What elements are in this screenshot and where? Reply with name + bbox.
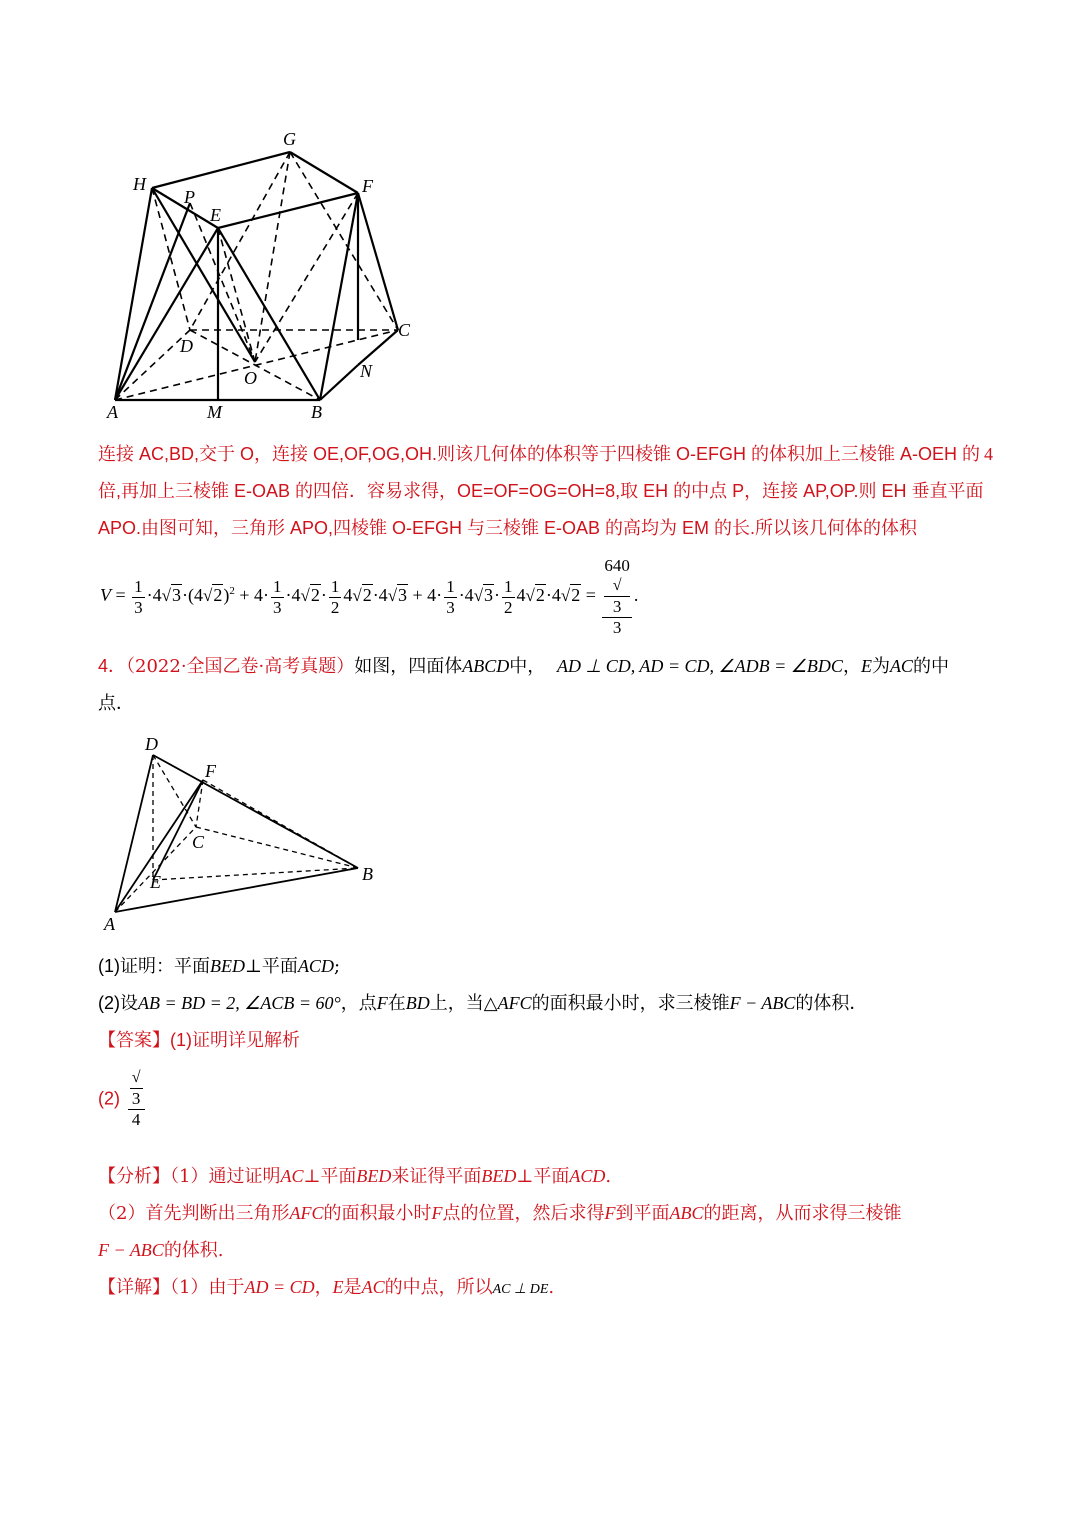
problem-condition: AD ⊥ CD, AD = CD, ∠ADB = ∠BDC bbox=[557, 656, 843, 676]
analysis-p3-b: 的体积. bbox=[163, 1240, 224, 1261]
problem-stem-c: ， bbox=[842, 656, 861, 677]
analysis-p2-c: 点的位置，然后求得 bbox=[442, 1203, 605, 1224]
analysis-tag: 【分析】 bbox=[98, 1166, 170, 1187]
detail-b: ， bbox=[314, 1277, 333, 1298]
analysis-line-1: 【分析】（1）通过证明AC⊥平面BED来证得平面BED⊥平面ACD. bbox=[98, 1166, 612, 1187]
label-O: O bbox=[244, 368, 257, 388]
analysis-p2-e: 的距离，从而求得三棱锥 bbox=[703, 1203, 902, 1224]
solution-line-1-text: 连接 AC,BD,交于 O，连接 OE,OF,OG,OH.则该几何体的体积等于四棱锥 O-EFGH 的体积加上三棱锥 A-OEH 的 bbox=[98, 444, 981, 464]
analysis-p1-a: （1）通过证明 bbox=[170, 1166, 281, 1187]
problem-4-line-2: 点． bbox=[98, 693, 134, 714]
question-1: (1)证明：平面BED⊥平面ACD; bbox=[98, 956, 341, 977]
answer-tag: 【答案】 bbox=[98, 1030, 170, 1051]
analysis-p1-d: ⊥平面 bbox=[516, 1166, 570, 1187]
analysis-p2-b: 的面积最小时 bbox=[323, 1203, 432, 1224]
volume-formula: V = $\frac{1}{3}$ $\cdot 4√3\cdot(4√2)^2 + 4\cdot$ $\frac{1}{3}$ ·4√2· $\frac{1}{2}$ 4√2·4√3 + 4· $\frac{1}{3}$ ·4√3· $\frac{1}{2}$ 4√2·4√2 = 640 √ 3 3 . bbox=[100, 556, 639, 637]
label-C: C bbox=[398, 320, 411, 340]
label-E2: E bbox=[150, 872, 161, 892]
detail-a: （1）由于 bbox=[170, 1277, 245, 1298]
analysis-line-2: （2）首先判断出三角形AFC的面积最小时F点的位置，然后求得F到平面ABC的距离，从而求得三棱锥 bbox=[98, 1203, 902, 1224]
analysis-line-3: F − ABC的体积. bbox=[98, 1240, 224, 1261]
problem-4-line-1: 4．（2022·全国乙卷·高考真题）如图，四面体ABCD中， AD ⊥ CD, AD = CD, ∠ADB = ∠BDC，E为AC的中 bbox=[98, 656, 949, 677]
figure-polyhedron bbox=[100, 125, 430, 425]
problem-stem-d: 为 bbox=[871, 656, 890, 677]
label-D: D bbox=[180, 336, 193, 356]
q2-text-a: 设 bbox=[120, 993, 138, 1014]
q2-text-f: 的体积． bbox=[795, 993, 868, 1014]
label-P: P bbox=[184, 187, 195, 207]
q2-text-d: 上，当 bbox=[429, 993, 484, 1014]
label-D2: D bbox=[145, 734, 158, 754]
q2-condition: AB = BD = 2, ∠ACB = 60° bbox=[138, 993, 341, 1013]
detail-c: 是 bbox=[343, 1277, 362, 1298]
label-B: B bbox=[311, 402, 322, 422]
label-C2: C bbox=[192, 832, 205, 852]
answer-line-2 bbox=[98, 1068, 147, 1130]
label-E: E bbox=[210, 205, 221, 225]
label-N: N bbox=[360, 361, 373, 381]
label-H: H bbox=[133, 174, 146, 194]
question-2: (2)设AB = BD = 2, ∠ACB = 60°，点F在BD上，当△AFC的面积最小时，求三棱锥F − ABC的体积． bbox=[98, 993, 868, 1014]
problem-source: ．（2022·全国乙卷·高考真题） bbox=[108, 656, 355, 677]
q1-mid: ⊥平面 bbox=[245, 956, 298, 977]
q2-prefix: (2) bbox=[98, 993, 120, 1013]
solution-line-3: APO.由图可知，三角形 APO,四棱锥 O-EFGH 与三棱锥 E-OAB 的高均为 EM 的长.所以该几何体的体积 bbox=[98, 518, 918, 538]
label-F: F bbox=[362, 176, 373, 196]
analysis-p1-b: ⊥平面 bbox=[303, 1166, 357, 1187]
solution-line-1 bbox=[98, 436, 993, 473]
detail-line-1: 【详解】（1）由于AD = CD，E是AC的中点，所以AC ⊥ DE. bbox=[98, 1277, 555, 1298]
q2-text-c: 在 bbox=[387, 993, 406, 1014]
label-A2: A bbox=[104, 914, 115, 934]
label-A: A bbox=[107, 402, 118, 422]
label-M: M bbox=[207, 402, 222, 422]
label-B2: B bbox=[362, 864, 373, 884]
answer-part-1: (1)证明详见解析 bbox=[170, 1030, 300, 1050]
q2-text-e: 的面积最小时，求三棱锥 bbox=[531, 993, 730, 1014]
solution-line-2: 倍,再加上三棱锥 E-OAB 的四倍．容易求得，OE=OF=OG=OH=8,取 EH 的中点 P，连接 AP,OP.则 EH 垂直平面 bbox=[98, 481, 984, 501]
detail-tag: 【详解】 bbox=[98, 1277, 170, 1298]
analysis-p2-d: 到平面 bbox=[615, 1203, 670, 1224]
q2-text-b: ，点 bbox=[340, 993, 377, 1014]
q1-text: 证明：平面 bbox=[120, 956, 210, 977]
q1-prefix: (1) bbox=[98, 956, 120, 976]
problem-stem: 如图，四面体 bbox=[354, 656, 463, 677]
analysis-p2-a: （2）首先判断出三角形 bbox=[98, 1203, 290, 1224]
answer-line-1 bbox=[98, 1022, 300, 1059]
answer-part-2-prefix: (2) bbox=[98, 1088, 120, 1109]
problem-stem-b: 中， bbox=[509, 656, 546, 677]
label-G: G bbox=[283, 129, 296, 149]
problem-number: 4 bbox=[98, 656, 109, 676]
figure-tetrahedron bbox=[100, 730, 390, 940]
detail-d: 的中点，所以 bbox=[384, 1277, 493, 1298]
answer-fraction: √ 3 4 bbox=[128, 1068, 145, 1130]
analysis-p1-c: 来证得平面 bbox=[391, 1166, 482, 1187]
label-F2: F bbox=[205, 761, 216, 781]
problem-stem-e: 的中 bbox=[912, 656, 949, 677]
solution-line-1-tail: 4 bbox=[984, 444, 994, 464]
